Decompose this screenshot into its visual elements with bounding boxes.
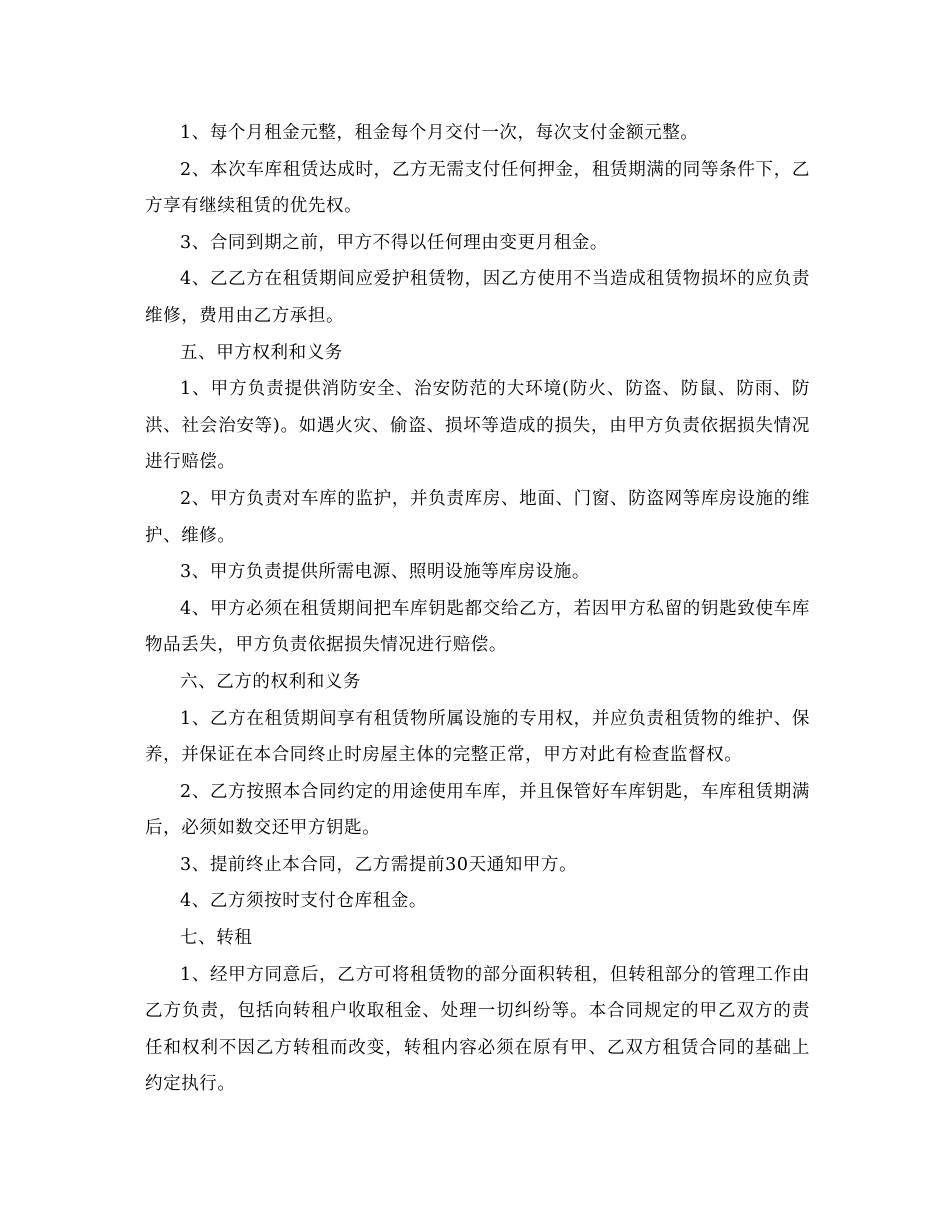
- clause-party-a-maintenance: 2、甲方负责对车库的监护，并负责库房、地面、门窗、防盗网等库房设施的维护、维修。: [145, 488, 810, 546]
- clause-rent-fixed: 3、合同到期之前，甲方不得以任何理由变更月租金。: [180, 232, 609, 253]
- section-heading-party-a: 五、甲方权利和义务: [180, 342, 343, 363]
- clause-rent-amount: 1、每个月租金元整，租金每个月交付一次，每次支付金额元整。: [180, 123, 699, 143]
- clause-party-b-termination: 3、提前终止本合同，乙方需提前30天通知甲方。: [180, 854, 578, 875]
- clause-deposit-priority: 2、本次车库租赁达成时，乙方无需支付任何押金，租赁期满的同等条件下，乙方享有继续租赁的优先权。: [145, 159, 810, 217]
- section-heading-party-b: 六、乙方的权利和义务: [180, 671, 361, 692]
- document-page: [145, 115, 810, 1103]
- clause-party-b-keys: 2、乙方按照本合同约定的用途使用车库，并且保管好车库钥匙，车库租赁期满后，必须如数交还甲方钥匙。: [145, 781, 810, 839]
- clause-party-a-utilities: 3、甲方负责提供所需电源、照明设施等库房设施。: [180, 562, 590, 583]
- clause-party-b-usage-rights: 1、乙方在租赁期间享有租赁物所属设施的专用权，并应负责租赁物的维护、保养，并保证在本合同终止时房屋主体的完整正常，甲方对此有检查监督权。: [145, 708, 810, 766]
- clause-party-a-security: 1、甲方负责提供消防安全、治安防范的大环境(防火、防盗、防鼠、防雨、防洪、社会治安等)。如遇火灾、偷盗、损坏等造成的损失，由甲方负责依据损失情况进行赔偿。: [145, 379, 810, 473]
- clause-party-b-payment: 4、乙方须按时支付仓库租金。: [180, 891, 428, 912]
- clause-party-a-keys: 4、甲方必须在租赁期间把车库钥匙都交给乙方，若因甲方私留的钥匙致使车库物品丢失，甲方负责依据损失情况进行赔偿。: [145, 598, 810, 656]
- clause-damage-repair: 4、乙乙方在租赁期间应爱护租赁物，因乙方使用不当造成租赁物损坏的应负责维修，费用由乙方承担。: [145, 269, 810, 326]
- clause-sublease: 1、经甲方同意后，乙方可将租赁物的部分面积转租，但转租部分的管理工作由乙方负责，包括向转租户收取租金、处理一切纠纷等。本合同规定的甲乙双方的责任和权利不因乙方转租而改变，转租内容必须在原有甲、乙双方租赁合同的基础上约定执行。: [145, 964, 810, 1095]
- section-heading-sublease: 七、转租: [180, 928, 253, 949]
